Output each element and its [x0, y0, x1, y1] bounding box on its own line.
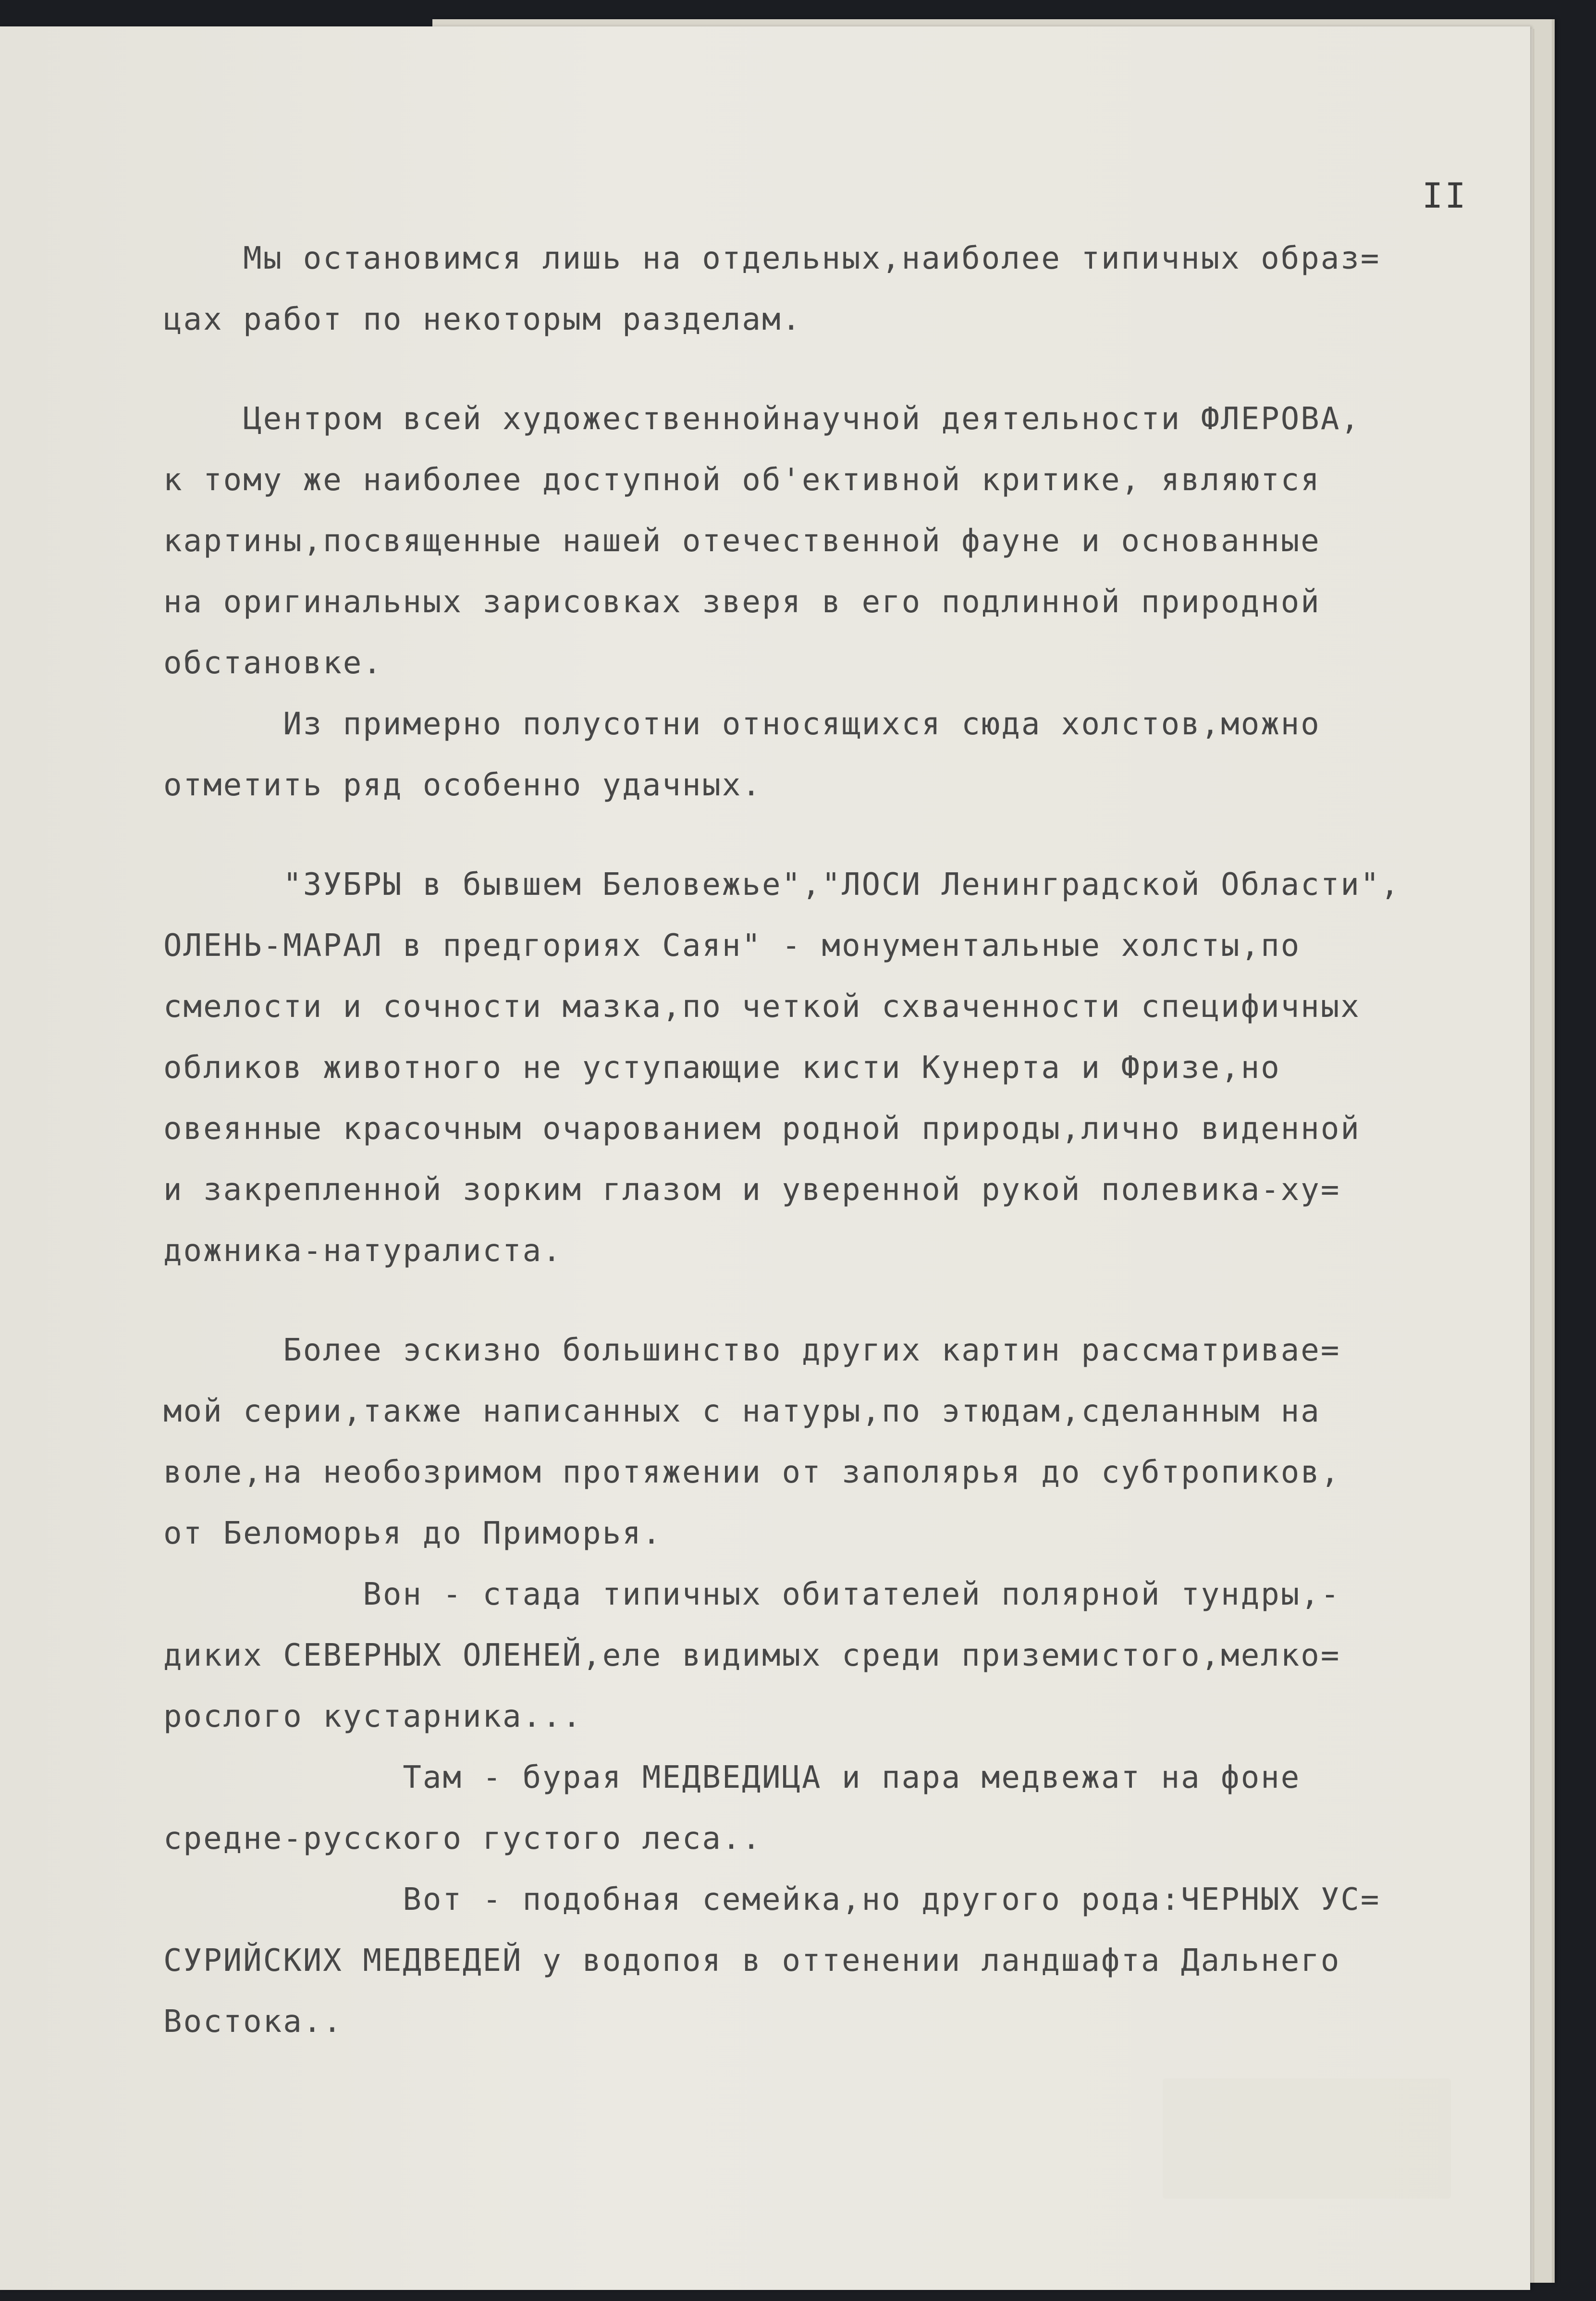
text-line: картины,посвященные нашей отечественной фауне и основанные: [163, 523, 1321, 559]
text-line: Там - бурая МЕДВЕДИЦА и пара медвежат на фоне: [163, 1760, 1301, 1795]
faint-stamp: [1163, 2078, 1451, 2199]
text-line: мой серии,также написанных с натуры,по этюдам,сделанным на: [163, 1394, 1321, 1429]
text-line: Востока..: [163, 2004, 343, 2040]
text-line: рослого кустарника...: [163, 1699, 583, 1734]
text-line: воле,на необозримом протяжении от заполярья до субтропиков,: [163, 1455, 1341, 1490]
text-line: Вот - подобная семейка,но другого рода:ЧЕРНЫХ УС=: [163, 1882, 1381, 1918]
text-line: обстановке.: [163, 645, 383, 681]
text-line: ОЛЕНЬ-МАРАЛ в предгориях Саян" - монументальные холсты,по: [163, 928, 1301, 964]
text-line: дожника-натуралиста.: [163, 1233, 563, 1269]
page-number: II: [1422, 175, 1468, 216]
text-line: Из примерно полусотни относящихся сюда холстов,можно: [163, 706, 1321, 742]
typewritten-page: [0, 26, 1530, 2290]
text-line: на оригинальных зарисовках зверя в его подлинной природной: [163, 584, 1321, 620]
text-line: обликов животного не уступающие кисти Кунерта и Фризе,но: [163, 1050, 1281, 1086]
text-line: диких СЕВЕРНЫХ ОЛЕНЕЙ,еле видимых среди приземистого,мелко=: [163, 1638, 1341, 1673]
text-line: овеянные красочным очарованием родной природы,лично виденной: [163, 1111, 1361, 1147]
paragraph-gap: [163, 350, 1499, 389]
paragraph-gap: [163, 1282, 1499, 1320]
text-line: СУРИЙСКИХ МЕДВЕДЕЙ у водопоя в оттенении ландшафта Дальнего: [163, 1943, 1341, 1979]
text-line: "ЗУБРЫ в бывшем Беловежье","ЛОСИ Ленинградской Области",: [163, 867, 1400, 903]
paragraph-gap: [163, 816, 1499, 854]
page-text: [163, 228, 1499, 2053]
text-line: к тому же наиболее доступной об'ективной критике, являются: [163, 462, 1321, 498]
text-line: смелости и сочности мазка,по четкой схваченности специфичных: [163, 989, 1361, 1025]
text-line: цах работ по некоторым разделам.: [163, 302, 802, 337]
text-line: отметить ряд особенно удачных.: [163, 767, 762, 803]
text-line: от Беломорья до Приморья.: [163, 1516, 663, 1551]
text-line: и закрепленной зорким глазом и уверенной рукой полевика-ху=: [163, 1172, 1341, 1208]
text-line: Более эскизно большинство других картин рассматривае=: [163, 1333, 1341, 1368]
text-line: Центром всей художественнойнаучной деятельности ФЛЕРОВА,: [163, 401, 1361, 437]
text-line: средне-русского густого леса..: [163, 1821, 762, 1856]
text-line: Вон - стада типичных обитателей полярной тундры,-: [163, 1577, 1341, 1612]
text-line: Мы остановимся лишь на отдельных,наиболее типичных образ=: [163, 241, 1381, 276]
